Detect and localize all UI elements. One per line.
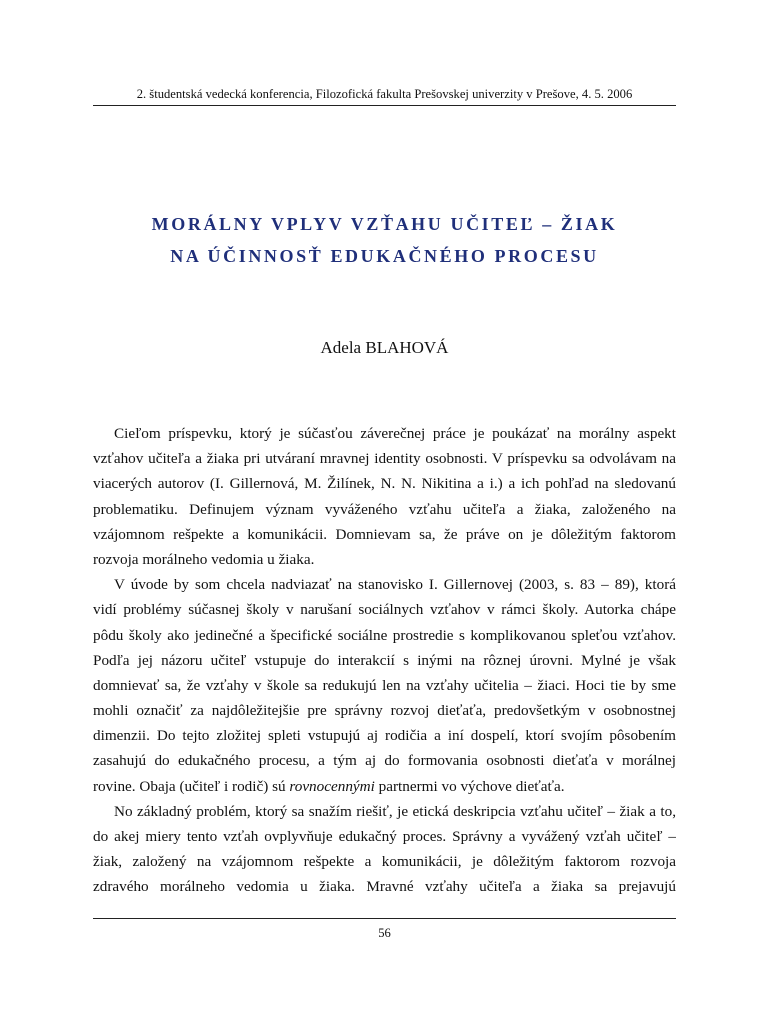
text-line: do akej miery tento vzťah ovplyvňuje edukačný proces. Správny a vyvážený vzťah učiteľ –	[93, 828, 676, 845]
text-line	[93, 774, 676, 799]
text-line: vzájomnom rešpekte a komunikácii. Domnievam sa, že práve on je dôležitým faktorom	[93, 525, 676, 543]
text-line: vzťahov učiteľa a žiaka pri utváraní mravnej identity osobnosti. V príspevku sa odvolávam na	[93, 450, 676, 468]
running-header: 2. študentská vedecká konferencia, Filozofická fakulta Prešovskej univerzity v Prešove, 4. 5. 2006	[136, 87, 633, 101]
text-line: Cieľom príspevku, ktorý je súčasťou záverečnej práce je poukázať na morálny aspekt	[114, 425, 676, 442]
text-line: pôdu školy ako jedinečné a špecifické sociálne prostredie s komplikovanou spleťou vzťahov.	[93, 626, 676, 644]
text-line: vidí problémy súčasnej školy v narušaní sociálnych vzťahov v rámci školy. Autorka chápe	[93, 601, 676, 619]
paragraph-1	[93, 421, 676, 572]
text-line: rozvoja morálneho vedomia u žiaka.	[93, 550, 315, 568]
document-page	[93, 0, 676, 1024]
text-line: zasahujú do edukačného procesu, a tým aj do formovania osobnosti dieťaťa v morálnej	[93, 752, 676, 770]
header-rule	[93, 105, 676, 106]
text-line: problematiku. Definujem význam vyváženého vzťahu učiteľa a žiaka, založeného na	[93, 500, 676, 518]
body-text	[93, 421, 676, 900]
title-line-1: MORÁLNY VPLYV VZŤAHU UČITEĽ – ŽIAK	[151, 214, 618, 234]
text-line: No základný problém, ktorý sa snažím riešiť, je etická deskripcia vzťahu učiteľ – žiak a to,	[114, 802, 676, 820]
text-line: viacerých autorov (I. Gillernová, M. Žilínek, N. N. Nikitina a i.) a ich pohľad na sledovanú	[93, 475, 676, 493]
text-line: mohli označiť za najdôležitejšie pre správny rozvoj dieťaťa, predovšetkým v osobnostnej	[93, 702, 676, 720]
paragraph-3	[93, 799, 676, 900]
italic-term: rovnocennými	[289, 777, 375, 795]
text-line: Podľa jej názoru učiteľ vstupuje do interakcií s inými na rôznej úrovni. Mylné je však	[93, 651, 676, 669]
text-line: žiak, založený na vzájomnom rešpekte a komunikácii, je dôležitým faktorom rozvoja	[93, 853, 676, 871]
text-line: V úvode by som chcela nadviazať na stanovisko I. Gillernovej (2003, s. 83 – 89), ktorá	[114, 576, 676, 594]
footer-rule	[93, 918, 676, 919]
page-number: 56	[378, 926, 391, 940]
author-name: Adela BLAHOVÁ	[320, 338, 449, 357]
title-line-2: NA ÚČINNOSŤ EDUKAČNÉHO PROCESU	[170, 246, 599, 266]
text-segment: rovine. Obaja (učiteľ i rodič) sú	[93, 777, 290, 795]
text-line: dimenzii. Do tejto zložitej spleti vstupujú aj rodičia a iní dospelí, ktorí svojím pôsobením	[93, 727, 676, 745]
text-line: domnievať sa, že vzťahy v škole sa redukujú len na vzťahy učitelia – žiaci. Hoci tie by sme	[93, 676, 676, 694]
text-line: zdravého morálneho vedomia u žiaka. Mravné vzťahy učiteľa a žiaka sa prejavujú	[93, 878, 676, 896]
text-segment: partnermi vo výchove dieťaťa.	[374, 777, 565, 795]
paragraph-2	[93, 572, 676, 799]
paper-title	[93, 208, 676, 272]
